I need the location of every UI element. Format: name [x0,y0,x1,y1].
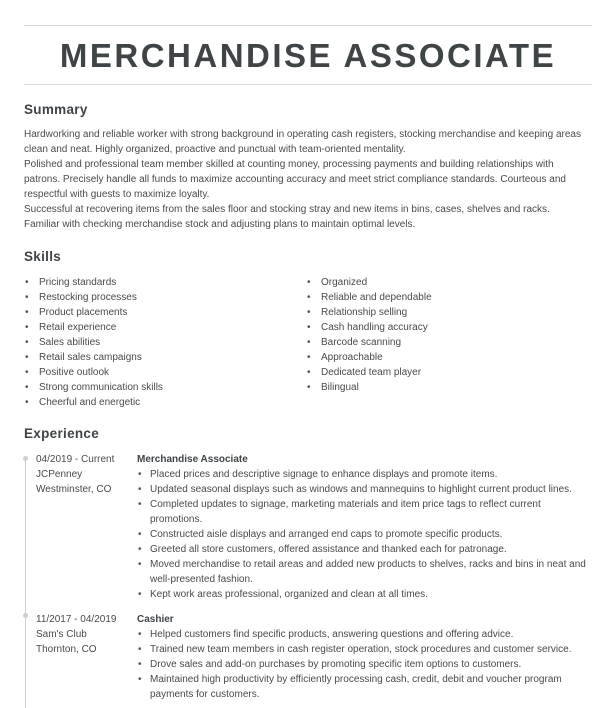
job-location: Westminster, CO [36,484,112,495]
skill-item: • Barcode scanning [306,335,576,350]
skill-item: • Dedicated team player [306,365,576,380]
skill-item: • Relationship selling [306,305,576,320]
summary-paragraph: Successful at recovering items from the sales floor and stocking stray and new items in bins, cases, shelves and racks. Familiar with checking merchandise stock and adjusting plans to maintain optimal levels. [24,204,550,230]
resume-title: MERCHANDISE ASSOCIATE [59,37,557,74]
skill-item: • Reliable and dependable [306,290,576,305]
duty-item: • Moved merchandise to retail areas and added new products to shelves, racks and bins in neat and well-presented fashion. [137,557,587,587]
skill-item: • Strong communication skills [24,380,294,395]
skill-item: • Cheerful and energetic [24,395,294,410]
skill-item: • Restocking processes [24,290,294,305]
job-location: Thornton, CO [36,644,97,655]
job-dates: 11/2017 - 04/2019 [36,614,117,625]
duty-item: • Greeted all store customers, offered assistance and thanked each for patronage. [137,542,587,557]
job-duties [137,467,587,602]
duty-item: • Drove sales and add-on purchases by promoting specific item options to customers. [137,657,587,672]
duty-item: • Placed prices and descriptive signage to enhance displays and promote items. [137,467,587,482]
timeline-line [25,458,26,708]
job-meta [36,612,116,657]
duty-item: • Maintained high productivity by efficiently processing cash, credit, debit and voucher program payments for customers. [137,672,587,702]
duty-item: • Completed updates to signage, marketing materials and item price tags to reflect current promotions. [137,497,587,527]
skill-item: • Positive outlook [24,365,294,380]
header-top-divider [24,25,592,26]
timeline-dot [23,456,28,461]
skill-item: • Pricing standards [24,275,294,290]
summary-text [24,127,584,232]
summary-paragraph: Hardworking and reliable worker with strong background in operating cash registers, stocking merchandise and keeping areas clean and neat. Highly organized, proactive and punctual with team-oriented mentality. [24,129,581,155]
skills-heading: Skills [24,249,62,264]
job-dates: 04/2019 - Current [36,454,115,465]
job-duties [137,627,587,702]
skill-item: • Organized [306,275,576,290]
job-title: Merchandise Associate [137,454,248,465]
job-company: Sam's Club [36,629,87,640]
skills-list-right [306,275,576,395]
duty-item: • Updated seasonal displays such as windows and mannequins to highlight current product lines. [137,482,587,497]
skill-item: • Approachable [306,350,576,365]
skill-item: • Sales abilities [24,335,294,350]
duty-item: • Helped customers find specific products, answering questions and offering advice. [137,627,587,642]
skill-item: • Retail sales campaigns [24,350,294,365]
duty-item: • Trained new team members in cash register operation, stock procedures and customer service. [137,642,587,657]
experience-heading: Experience [24,426,100,441]
skills-list-left [24,275,294,410]
header-bottom-divider [24,84,592,85]
summary-paragraph: Polished and professional team member skilled at counting money, processing payments and building relationships with patrons. Precisely handle all funds to maximize accounting accuracy and meet strict compliance standards. Courteous and respectful with guests to maximize loyalty. [24,159,566,200]
skill-item: • Product placements [24,305,294,320]
skill-item: • Cash handling accuracy [306,320,576,335]
summary-heading: Summary [24,102,88,117]
job-title: Cashier [137,614,174,625]
job-company: JCPenney [36,469,83,480]
job-meta [36,452,114,497]
duty-item: • Constructed aisle displays and arranged end caps to promote specific products. [137,527,587,542]
skill-item: • Bilingual [306,380,576,395]
timeline-dot [23,613,28,618]
duty-item: • Kept work areas professional, organized and clean at all times. [137,587,587,602]
skill-item: • Retail experience [24,320,294,335]
